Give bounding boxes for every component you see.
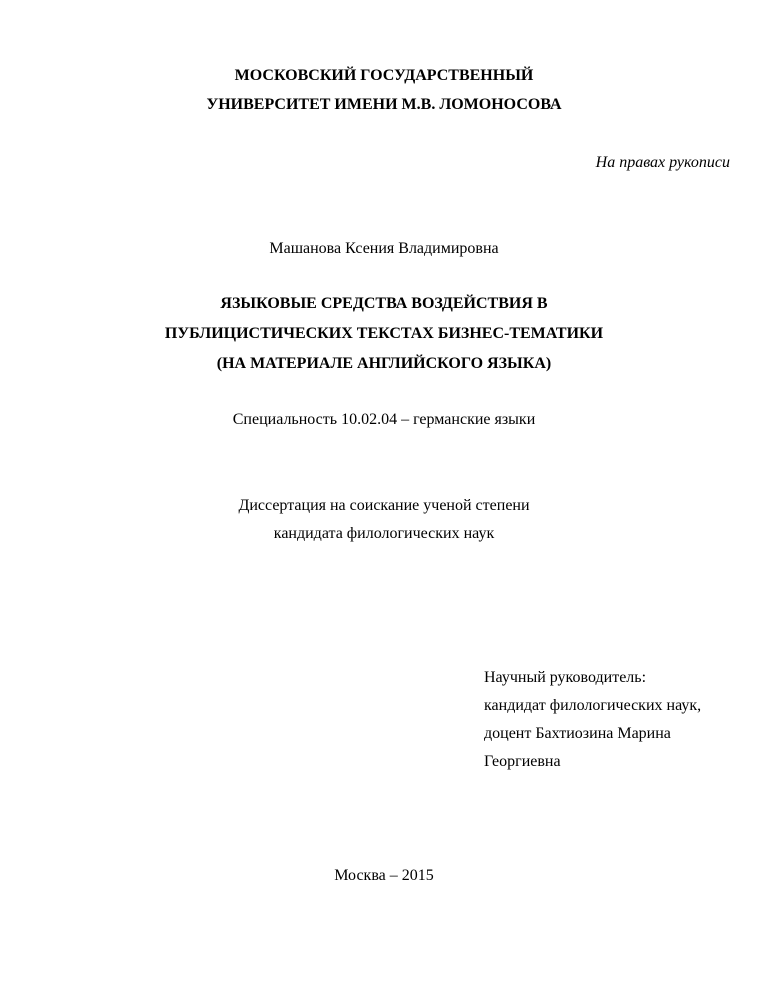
supervisor-line-1: кандидат филологических наук, (484, 697, 702, 714)
dissertation-line-1: Диссертация на соискание ученой степени (238, 497, 530, 514)
dissertation-line-2: кандидата филологических наук (273, 525, 495, 542)
supervisor-line-2: доцент Бахтиозина Марина (484, 725, 671, 742)
manuscript-note: На правах рукописи (595, 154, 730, 171)
title-line-2: ПУБЛИЦИСТИЧЕСКИХ ТЕКСТАХ БИЗНЕС-ТЕМАТИКИ (164, 325, 604, 342)
specialty: Специальность 10.02.04 – германские языки (232, 411, 536, 428)
title-line-1: ЯЗЫКОВЫЕ СРЕДСТВА ВОЗДЕЙСТВИЯ В (220, 295, 548, 312)
institution-line-1: МОСКОВСКИЙ ГОСУДАРСТВЕННЫЙ (234, 67, 534, 84)
title-line-3: (НА МАТЕРИАЛЕ АНГЛИЙСКОГО ЯЗЫКА) (216, 355, 552, 372)
supervisor-heading: Научный руководитель: (484, 669, 647, 686)
author-name: Машанова Ксения Владимировна (269, 240, 499, 257)
place-year: Москва – 2015 (334, 867, 434, 884)
institution-line-2: УНИВЕРСИТЕТ ИМЕНИ М.В. ЛОМОНОСОВА (206, 96, 562, 113)
supervisor-line-3: Георгиевна (484, 753, 561, 770)
